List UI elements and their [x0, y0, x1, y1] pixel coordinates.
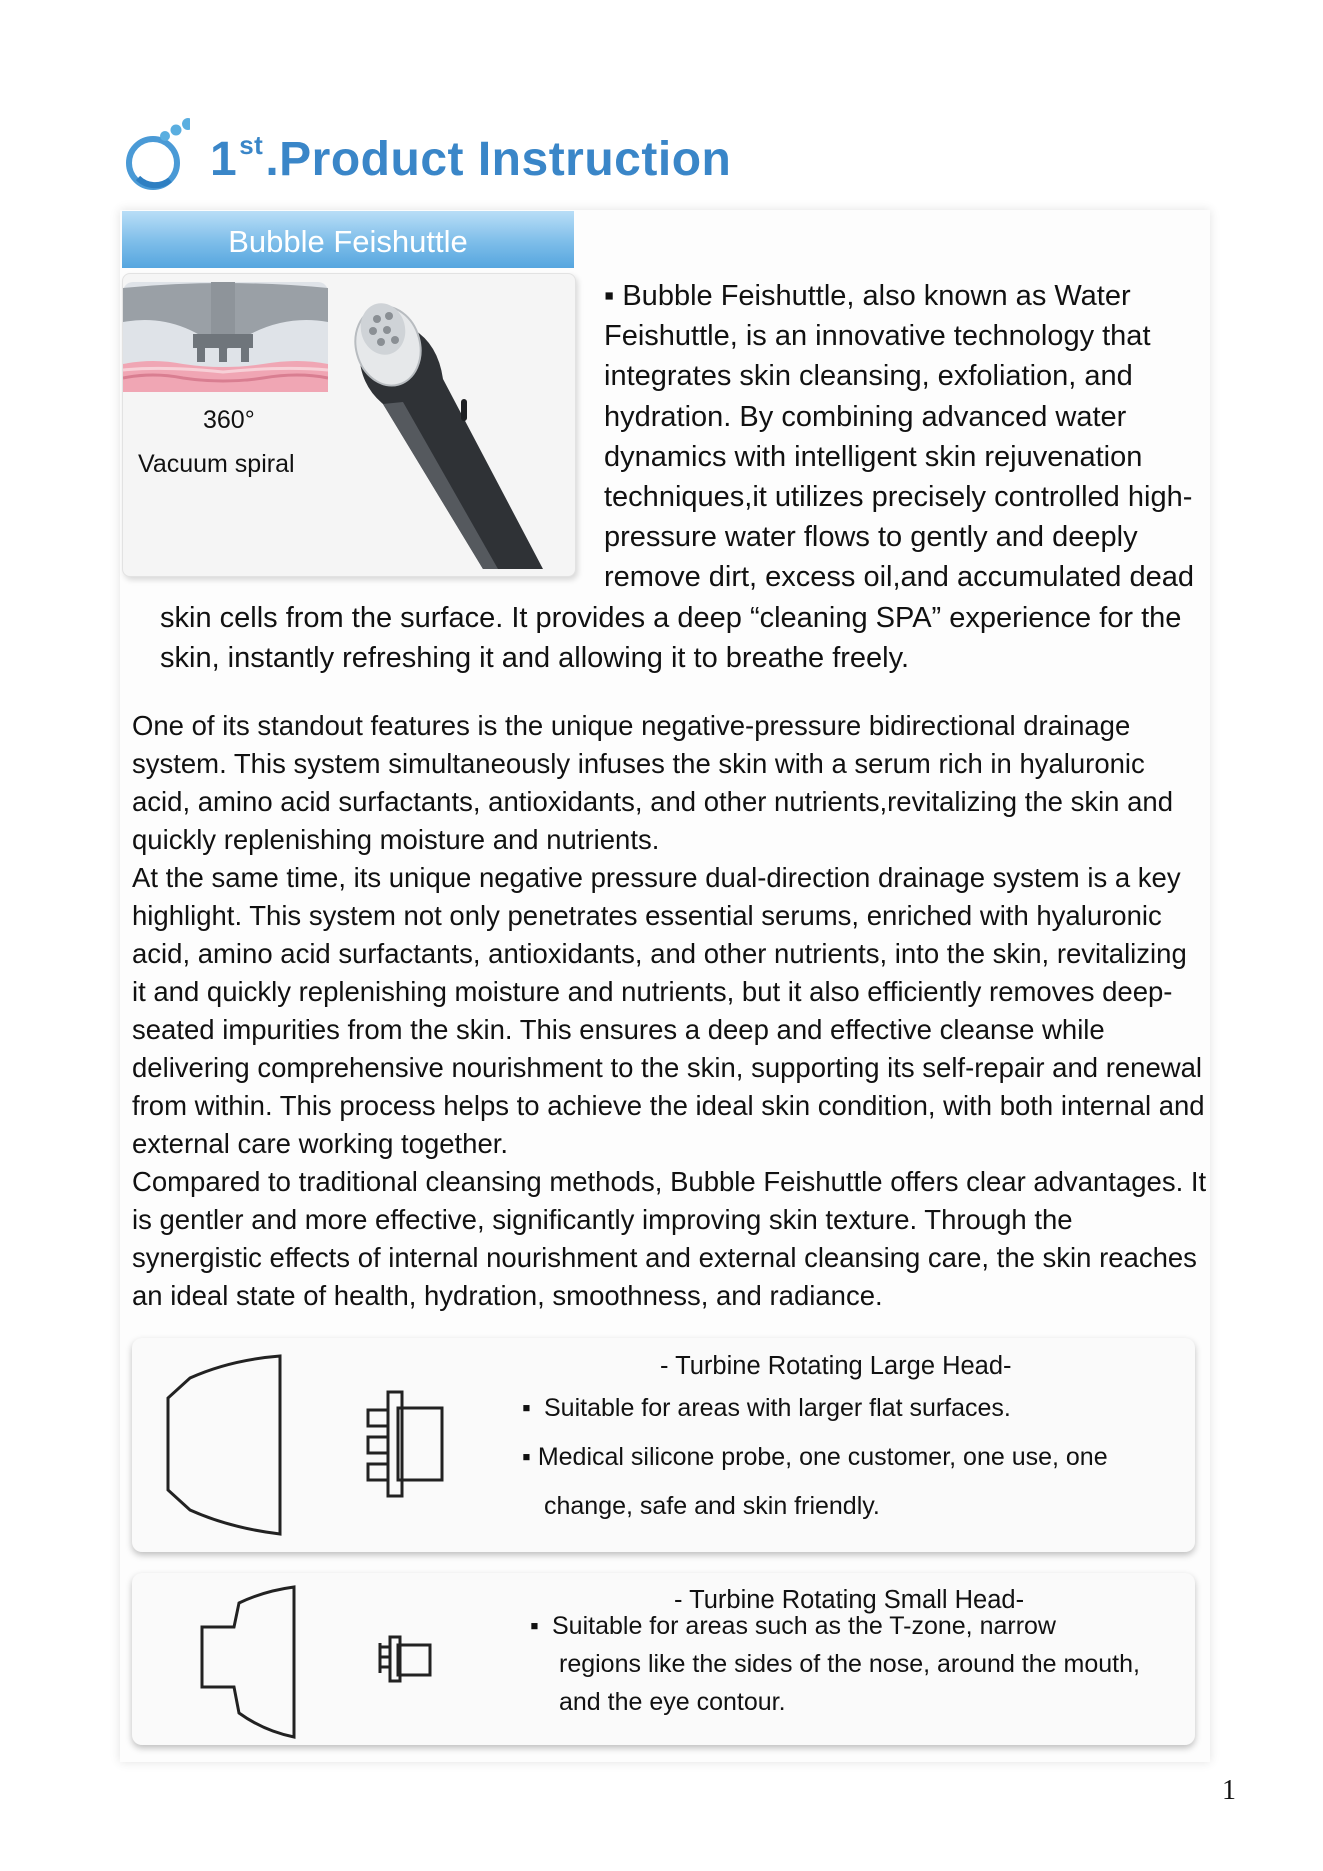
page-header [120, 118, 820, 198]
section-banner: Bubble Feishuttle [122, 211, 574, 268]
page-number: 1 [1222, 1775, 1236, 1806]
intro-paragraph [132, 276, 1207, 678]
small-head-connector-icon [376, 1633, 436, 1685]
intro-bullet: ▪ [604, 280, 615, 312]
wrap-spacer [132, 276, 604, 590]
body-paragraph: At the same time, its unique negative pressure dual-direction drainage system is a key highlight. This system not only penetrates essential serums, enriched with hyaluronic acid, amino acid surfactants, antioxidants, and other nutrients, into the skin, revitalizing it and quickly replenishing moisture and nutrients, but it also efficiently removes deep-seated impurities from the skin. This ensures a deep and effective cleanse while delivering comprehensive nourishment to the skin, supporting its self-repair and renewal from within. This process helps to achieve the ideal skin condition, with both internal and external care working together. [132, 862, 1205, 1159]
body-text [132, 707, 1207, 1315]
large-head-title: - Turbine Rotating Large Head- [660, 1352, 1012, 1380]
body-paragraph: One of its standout features is the unique negative-pressure bidirectional drainage system. This system simultaneously infuses the skin with a serum rich in hyaluronic acid, amino acid surfactants, antioxidants, and other nutrients,revitalizing the skin and quickly replenishing moisture and nutrients. [132, 710, 1173, 855]
intro-text: Bubble Feishuttle, also known as Water Feishuttle, is an innovative technology that integrates skin cleansing, exfoliation, and hydration. By combining advanced water dynamics with intelligent skin rejuvenation techniques,it utilizes precisely controlled high-pressure water flows to gently and deeply remove dirt, excess oil,and accumulated dead skin cells from the surface. It provides a deep “cleaning SPA” experience for the skin, instantly refreshing it and allowing it to breathe freely. [160, 280, 1194, 674]
large-head-card [132, 1338, 1195, 1552]
large-head-item-continuation: change, safe and skin friendly. [544, 1492, 880, 1520]
small-head-card [132, 1573, 1195, 1745]
page-title: 1st.Product Instruction [210, 130, 732, 186]
vacuum-spiral-label: Vacuum spiral [138, 450, 295, 478]
large-head-cup-icon [160, 1350, 290, 1540]
small-head-item: ▪ Suitable for areas such as the T-zone, narrow [530, 1612, 1056, 1640]
vacuum-degree-label: 360° [203, 406, 255, 434]
body-paragraph: Compared to traditional cleansing methods, Bubble Feishuttle offers clear advantages. It is gentler and more effective, significantly improving skin texture. Through the synergistic effects of internal nourishment and external cleansing care, the skin reaches an ideal state of health, hydration, smoothness, and radiance. [132, 1166, 1207, 1311]
bubble-logo-icon [120, 118, 190, 198]
large-head-connector-icon [360, 1390, 450, 1500]
large-head-item: ▪ Medical silicone probe, one customer, one use, one [522, 1443, 1108, 1471]
small-head-title: - Turbine Rotating Small Head- [674, 1586, 1025, 1614]
large-head-item: ▪ Suitable for areas with larger flat surfaces. [522, 1394, 1011, 1422]
small-head-item-continuation: regions like the sides of the nose, around the mouth, [559, 1650, 1140, 1678]
small-head-cup-icon [194, 1583, 304, 1743]
small-head-item-continuation: and the eye contour. [559, 1688, 786, 1716]
